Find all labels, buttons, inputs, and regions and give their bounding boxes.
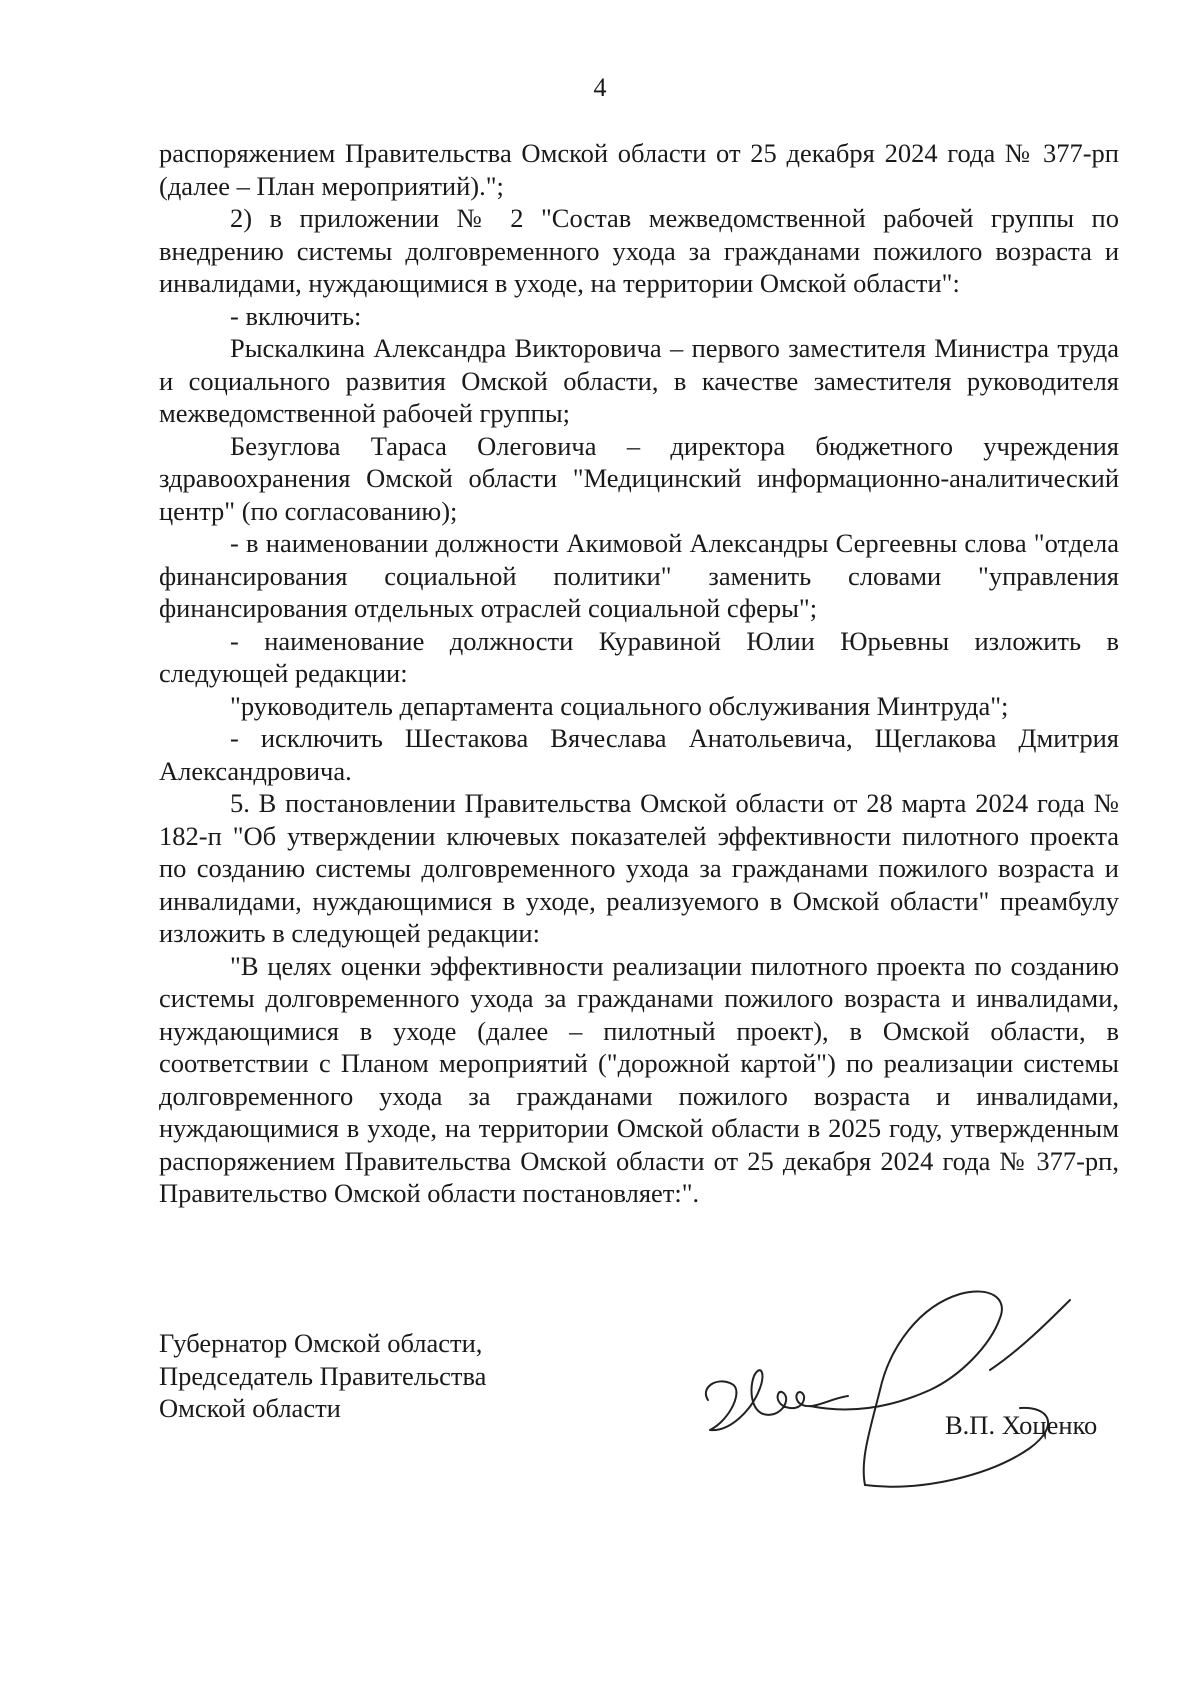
signer-title-line-1: Губернатор Омской области, xyxy=(159,1328,483,1358)
signer-title-line-2: Председатель Правительства xyxy=(159,1360,487,1391)
paragraph-10: 5. В постановлении Правительства Омской области от 28 марта 2024 года № 182-п "Об утверждении ключевых показателей эффективности пилотного проекта по созданию системы долговременного ухода за гражданами пожилого возраста и инвалидами, нуждающимися в уходе, реализуемого в Омской области" преамбулу изложить в следующей редакции: xyxy=(159,788,1119,948)
paragraph-2: 2) в приложении № 2 "Состав межведомственной рабочей группы по внедрению системы долговременного ухода за гражданами пожилого возраста и инвалидами, нуждающимися в уходе, на территории Омской области": xyxy=(159,203,1119,298)
paragraph-4: Рыскалкина Александра Викторовича – первого заместителя Министра труда и социального развития Омской области, в качестве заместителя руководителя межведомственной рабочей группы; xyxy=(159,333,1119,428)
signature-block xyxy=(159,1327,579,1425)
document-body xyxy=(159,137,1119,1210)
paragraph-6: - в наименовании должности Акимовой Александры Сергеевны слова "отдела финансирования социальной политики" заменить словами "управления финансирования отдельных отраслей социальной сферы"; xyxy=(159,528,1119,623)
paragraph-11: "В целях оценки эффективности реализации пилотного проекта по созданию системы долговременного ухода за гражданами пожилого возраста и инвалидами, нуждающимися в уходе (далее – пилотный проект), в Омской области, в соответствии с Планом мероприятий ("дорожной картой") по реализации системы долговременного ухода за гражданами пожилого возраста и инвалидами, нуждающимися в уходе, на территории Омской области в 2025 году, утвержденным распоряжением Правительства Омской области от 25 декабря 2024 года № 377-рп, Правительство Омской области постановляет:". xyxy=(159,950,1119,1208)
paragraph-8: "руководитель департамента социального обслуживания Минтруда"; xyxy=(230,690,1009,721)
page-number: 4 xyxy=(593,73,607,102)
signer-title-line-3: Омской области xyxy=(159,1393,341,1423)
paragraph-7: - наименование должности Куравиной Юлии Юрьевны изложить в следующей редакции: xyxy=(159,625,1119,688)
paragraph-5: Безуглова Тараса Олеговича – директора бюджетного учреждения здравоохранения Омской области "Медицинский информационно-аналитический центр" (по согласованию); xyxy=(159,430,1119,526)
paragraph-3: - включить: xyxy=(230,300,362,331)
handwritten-signature xyxy=(690,1280,1090,1490)
signer-name: В.П. Хоценко xyxy=(945,1410,1098,1440)
paragraph-1: распоряжением Правительства Омской области от 25 декабря 2024 года № 377-рп (далее – План мероприятий)."; xyxy=(159,138,1119,201)
paragraph-9: - исключить Шестакова Вячеслава Анатольевича, Щеглакова Дмитрия Александровича. xyxy=(159,723,1119,786)
